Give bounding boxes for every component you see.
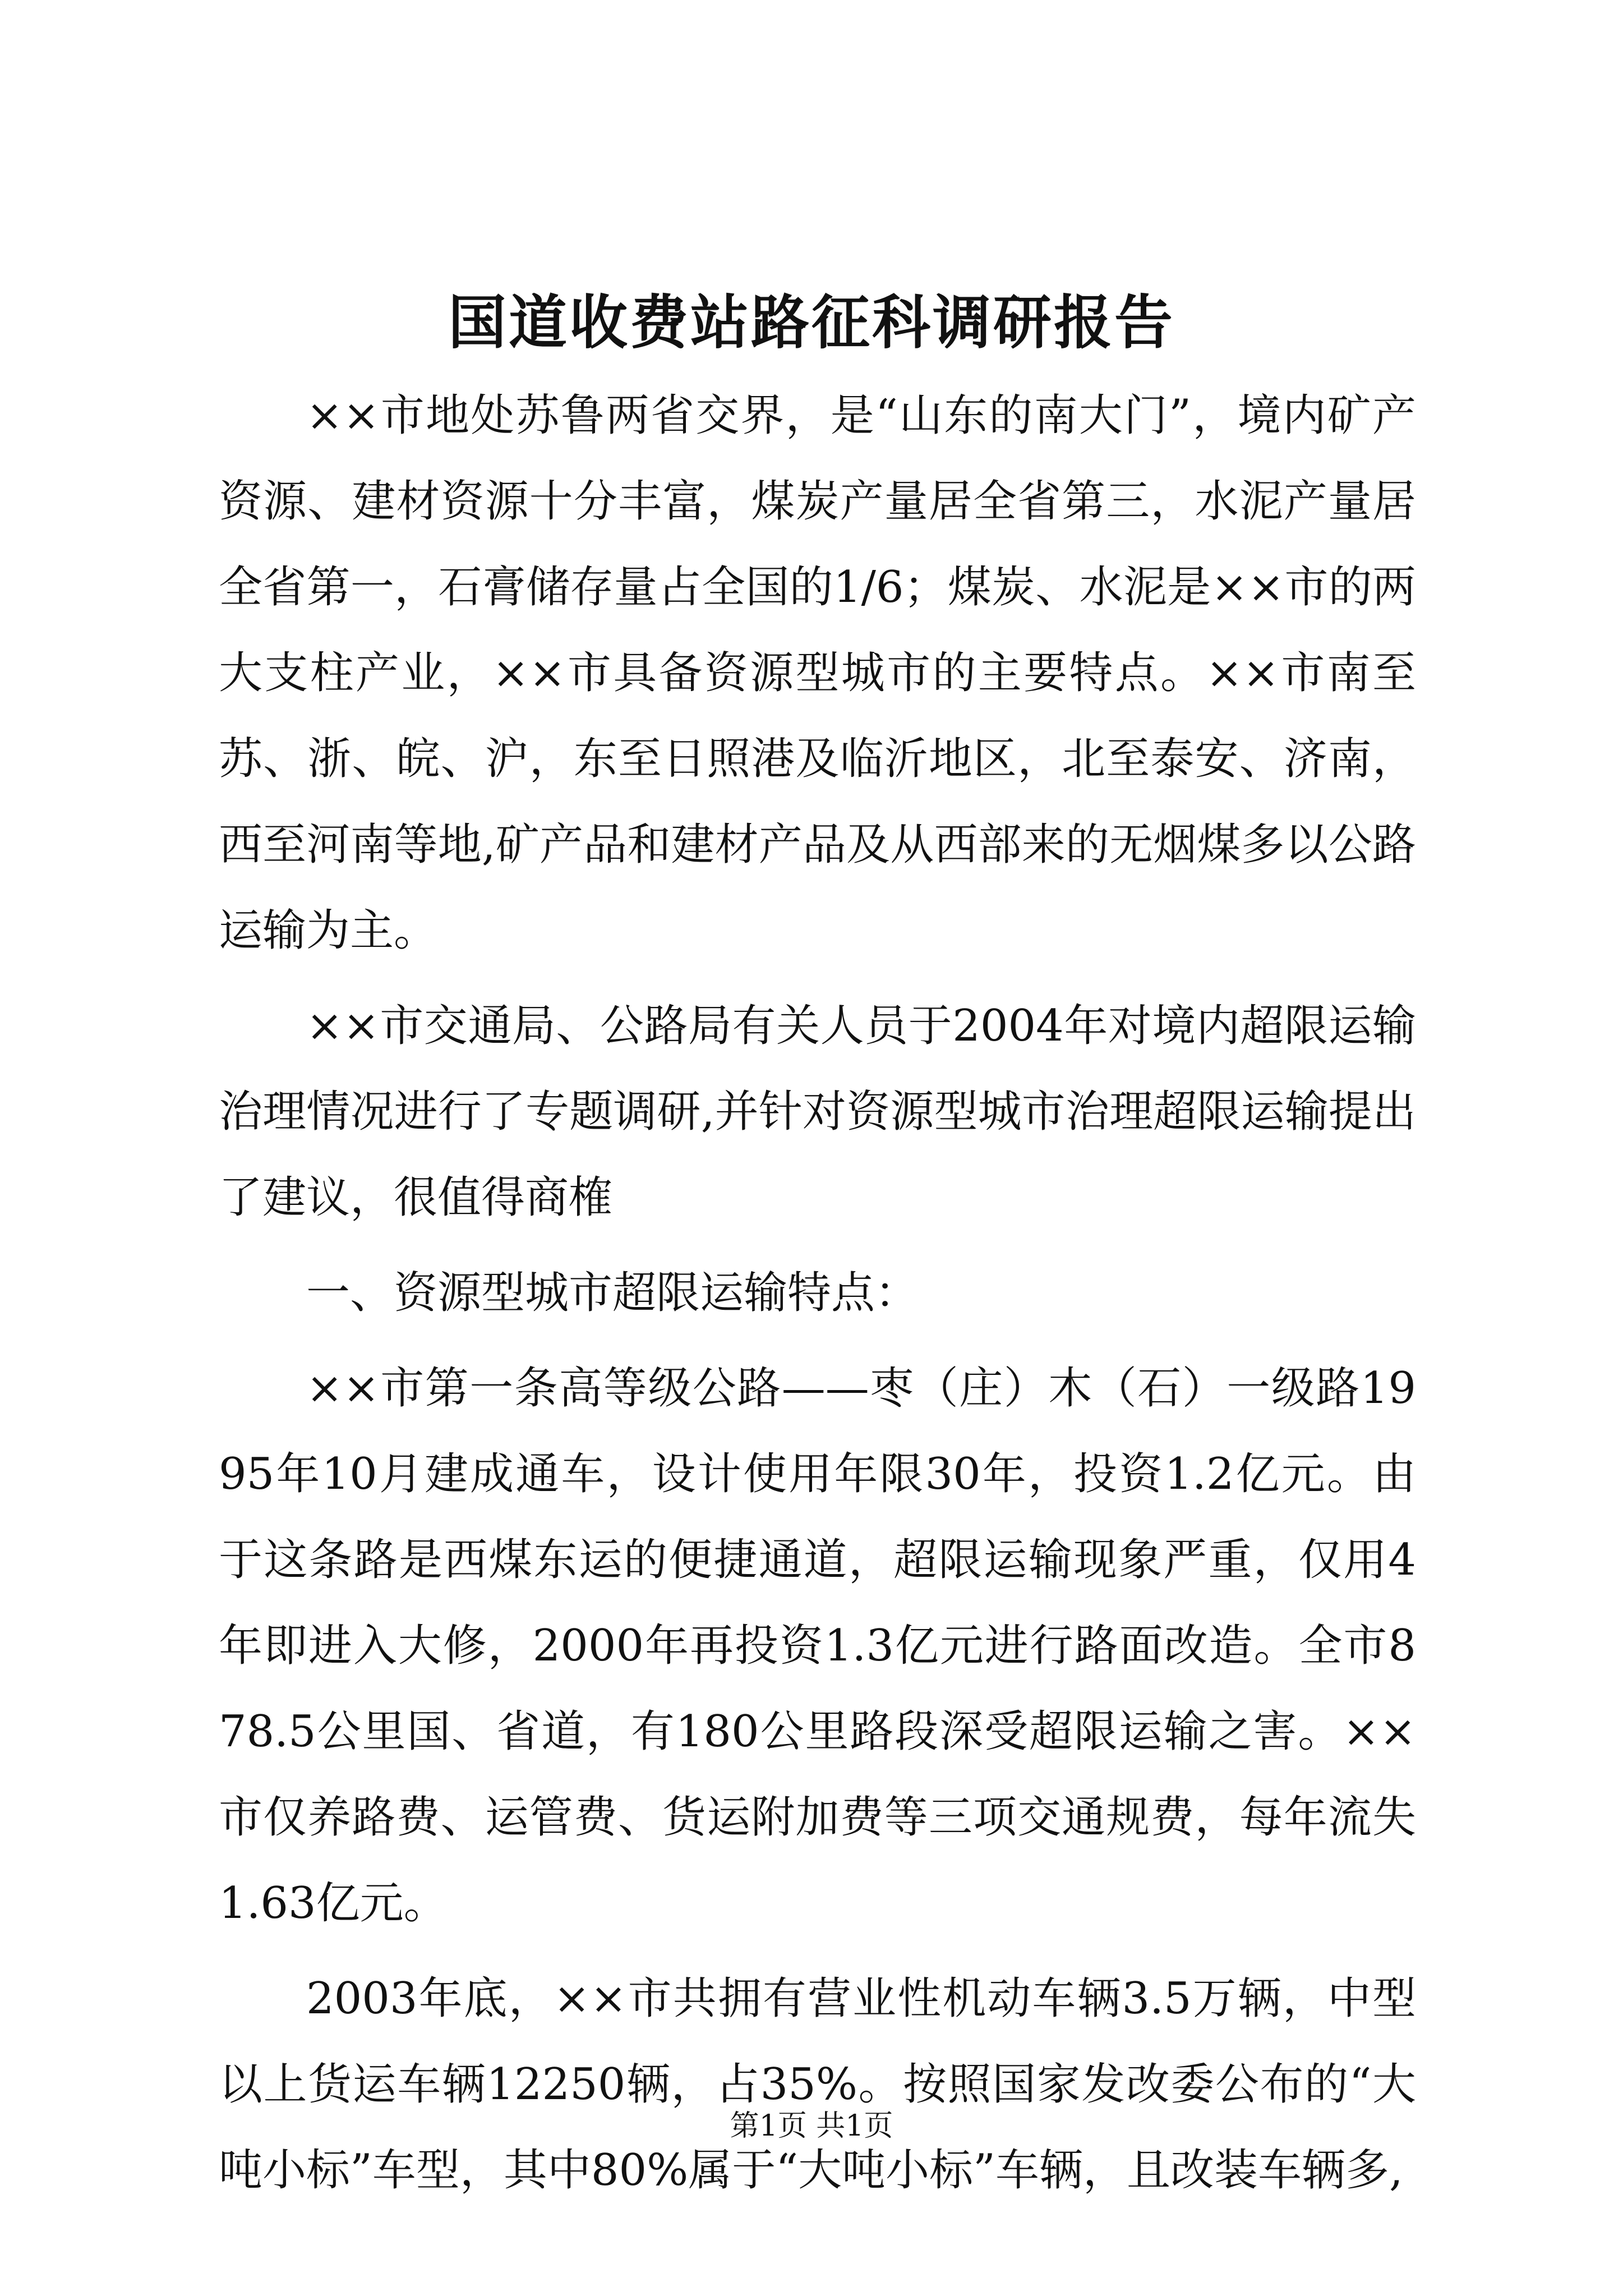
- paragraph-vehicles: 2003年底，××市共拥有营业性机动车辆3.5万辆，中型以上货运车辆12250辆，占35%。按照国家发改委公布的“大吨小标”车型，其中80%属于“大吨小标”车辆，且改装车辆多,: [219, 1973, 1416, 2196]
- paragraph-highway: ××市第一条高等级公路——枣（庄）木（石）一级路1995年10月建成通车，设计使用年限30年，投资1.2亿元。由于这条路是西煤东运的便捷通道，超限运输现象严重，仅用4年即进入大修，2000年再投资1.3亿元进行路面改造。全市878.5公里国、省道，有180公里路段深受超限运输之害。××市仅养路费、运管费、货运附加费等三项交通规费，每年流失1.63亿元。: [219, 1363, 1416, 1929]
- document-body: [219, 373, 1416, 2214]
- document-title: 国道收费站路征科调研报告: [448, 288, 1175, 357]
- section-heading-1: 一、资源型城市超限运输特点：: [306, 1268, 919, 1318]
- paragraph-intro: ××市地处苏鲁两省交界，是“山东的南大门”，境内矿产资源、建材资源十分丰富，煤炭产量居全省第三，水泥产量居全省第一，石膏储存量占全国的1/6；煤炭、水泥是××市的两大支柱产业，××市具备资源型城市的主要特点。××市南至苏、浙、皖、沪，东至日照港及临沂地区，北至泰安、济南，西至河南等地,矿产品和建材产品及从西部来的无烟煤多以公路运输为主。: [219, 390, 1416, 956]
- page-number-footer: 第1页 共1页: [730, 2109, 893, 2143]
- paragraph-survey: ××市交通局、公路局有关人员于2004年对境内超限运输治理情况进行了专题调研,并针对资源型城市治理超限运输提出了建议，很值得商榷: [219, 1001, 1416, 1223]
